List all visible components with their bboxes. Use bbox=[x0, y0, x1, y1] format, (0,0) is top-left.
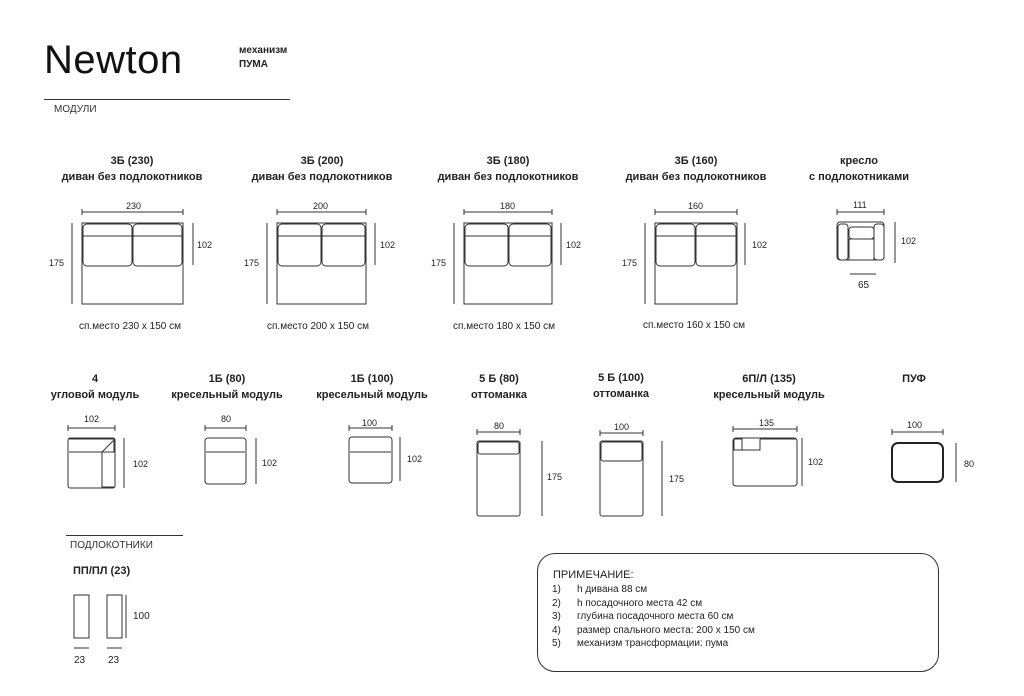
depth-label: 175 bbox=[622, 258, 638, 268]
sleeping-place: сп.место 230 х 150 см bbox=[79, 321, 182, 332]
note-heading: ПРИМЕЧАНИЕ: bbox=[553, 569, 634, 581]
armrest-width-label-left: 23 bbox=[74, 655, 86, 666]
width-label: 135 bbox=[759, 418, 775, 428]
module-code: 6П/Л (135) bbox=[742, 373, 796, 385]
module-code: 3Б (160) bbox=[674, 155, 718, 167]
back-label: 102 bbox=[566, 240, 582, 250]
module-name: кресельный модуль bbox=[171, 389, 283, 401]
back-label: 102 bbox=[197, 240, 213, 250]
module-name: диван без подлокотников bbox=[61, 171, 203, 183]
note-text: глубина посадочного места 60 см bbox=[577, 611, 734, 622]
sleeping-place: сп.место 200 х 150 см bbox=[267, 321, 370, 332]
depth-label: 102 bbox=[808, 457, 824, 467]
note-text: механизм трансформации: пума bbox=[577, 638, 729, 649]
width-label: 180 bbox=[500, 201, 516, 211]
module-name: оттоманка bbox=[470, 389, 528, 401]
armrest-height-label: 100 bbox=[133, 611, 150, 622]
module-name: оттоманка bbox=[592, 388, 650, 400]
module-code: 1Б (100) bbox=[350, 373, 394, 385]
module-code: кресло bbox=[840, 155, 878, 167]
armrest-width-label-right: 23 bbox=[108, 655, 120, 666]
width-label: 100 bbox=[362, 418, 378, 428]
depth-label: 175 bbox=[547, 472, 563, 482]
module-name: угловой модуль bbox=[50, 389, 140, 401]
module-name: кресельный модуль bbox=[713, 389, 825, 401]
width-label: 80 bbox=[221, 414, 232, 424]
width-label: 100 bbox=[614, 422, 630, 432]
depth-label: 102 bbox=[262, 458, 278, 468]
module-code: 3Б (200) bbox=[300, 155, 344, 167]
depth-label: 102 bbox=[407, 454, 423, 464]
note-text: h посадочного места 42 см bbox=[577, 597, 703, 609]
module-code: 5 Б (100) bbox=[598, 372, 644, 384]
width-label: 102 bbox=[84, 414, 100, 424]
back-label: 102 bbox=[901, 236, 917, 246]
width-label: 230 bbox=[126, 201, 142, 211]
note-num: 4) bbox=[552, 624, 561, 636]
depth-label: 80 bbox=[964, 459, 975, 469]
note-text: h дивана 88 см bbox=[577, 584, 648, 595]
module-code: 1Б (80) bbox=[208, 373, 246, 385]
note-item bbox=[552, 637, 755, 651]
note-item bbox=[552, 624, 755, 638]
module-name: с подлокотниками bbox=[808, 171, 910, 183]
note-item bbox=[552, 610, 755, 624]
sleeping-place: сп.место 160 х 150 см bbox=[643, 320, 746, 331]
note-num: 5) bbox=[552, 638, 561, 649]
sleeping-place: сп.место 180 х 150 см bbox=[453, 321, 556, 332]
note-item bbox=[552, 597, 755, 611]
module-code: ПУФ bbox=[902, 373, 926, 385]
depth-label: 175 bbox=[669, 474, 685, 484]
mechanism-label: механизм bbox=[239, 45, 288, 56]
depth-label: 175 bbox=[49, 258, 65, 268]
depth-label: 175 bbox=[244, 258, 260, 268]
page-title: Newton bbox=[44, 38, 183, 82]
module-code: 4 bbox=[91, 373, 99, 385]
section-modules: МОДУЛИ bbox=[54, 104, 97, 115]
note-text: размер спального места: 200 х 150 см bbox=[577, 624, 755, 636]
mechanism-value: ПУМА bbox=[239, 59, 268, 70]
module-code: 3Б (180) bbox=[486, 155, 530, 167]
section-armrests: ПОДЛОКОТНИКИ bbox=[70, 540, 153, 551]
depth-label: 65 bbox=[858, 280, 870, 291]
depth-label: 102 bbox=[133, 459, 149, 469]
module-name: диван без подлокотников bbox=[251, 171, 393, 183]
note-item bbox=[552, 583, 755, 597]
note-num: 3) bbox=[552, 611, 561, 622]
back-label: 102 bbox=[752, 240, 768, 250]
width-label: 200 bbox=[313, 201, 329, 211]
back-label: 102 bbox=[380, 240, 396, 250]
module-name: диван без подлокотников bbox=[437, 171, 579, 183]
width-label: 160 bbox=[688, 201, 704, 211]
note-list bbox=[552, 583, 755, 651]
width-label: 80 bbox=[494, 421, 505, 431]
armrests-code: ПП/ПЛ (23) bbox=[73, 565, 131, 577]
note-num: 1) bbox=[552, 584, 561, 595]
module-code: 3Б (230) bbox=[110, 155, 154, 167]
module-code: 5 Б (80) bbox=[479, 373, 519, 385]
module-name: кресельный модуль bbox=[316, 389, 428, 401]
width-label: 111 bbox=[853, 200, 867, 210]
width-label: 100 bbox=[907, 420, 923, 430]
note-num: 2) bbox=[552, 597, 561, 609]
depth-label: 175 bbox=[431, 258, 447, 268]
module-name: диван без подлокотников bbox=[625, 171, 767, 183]
